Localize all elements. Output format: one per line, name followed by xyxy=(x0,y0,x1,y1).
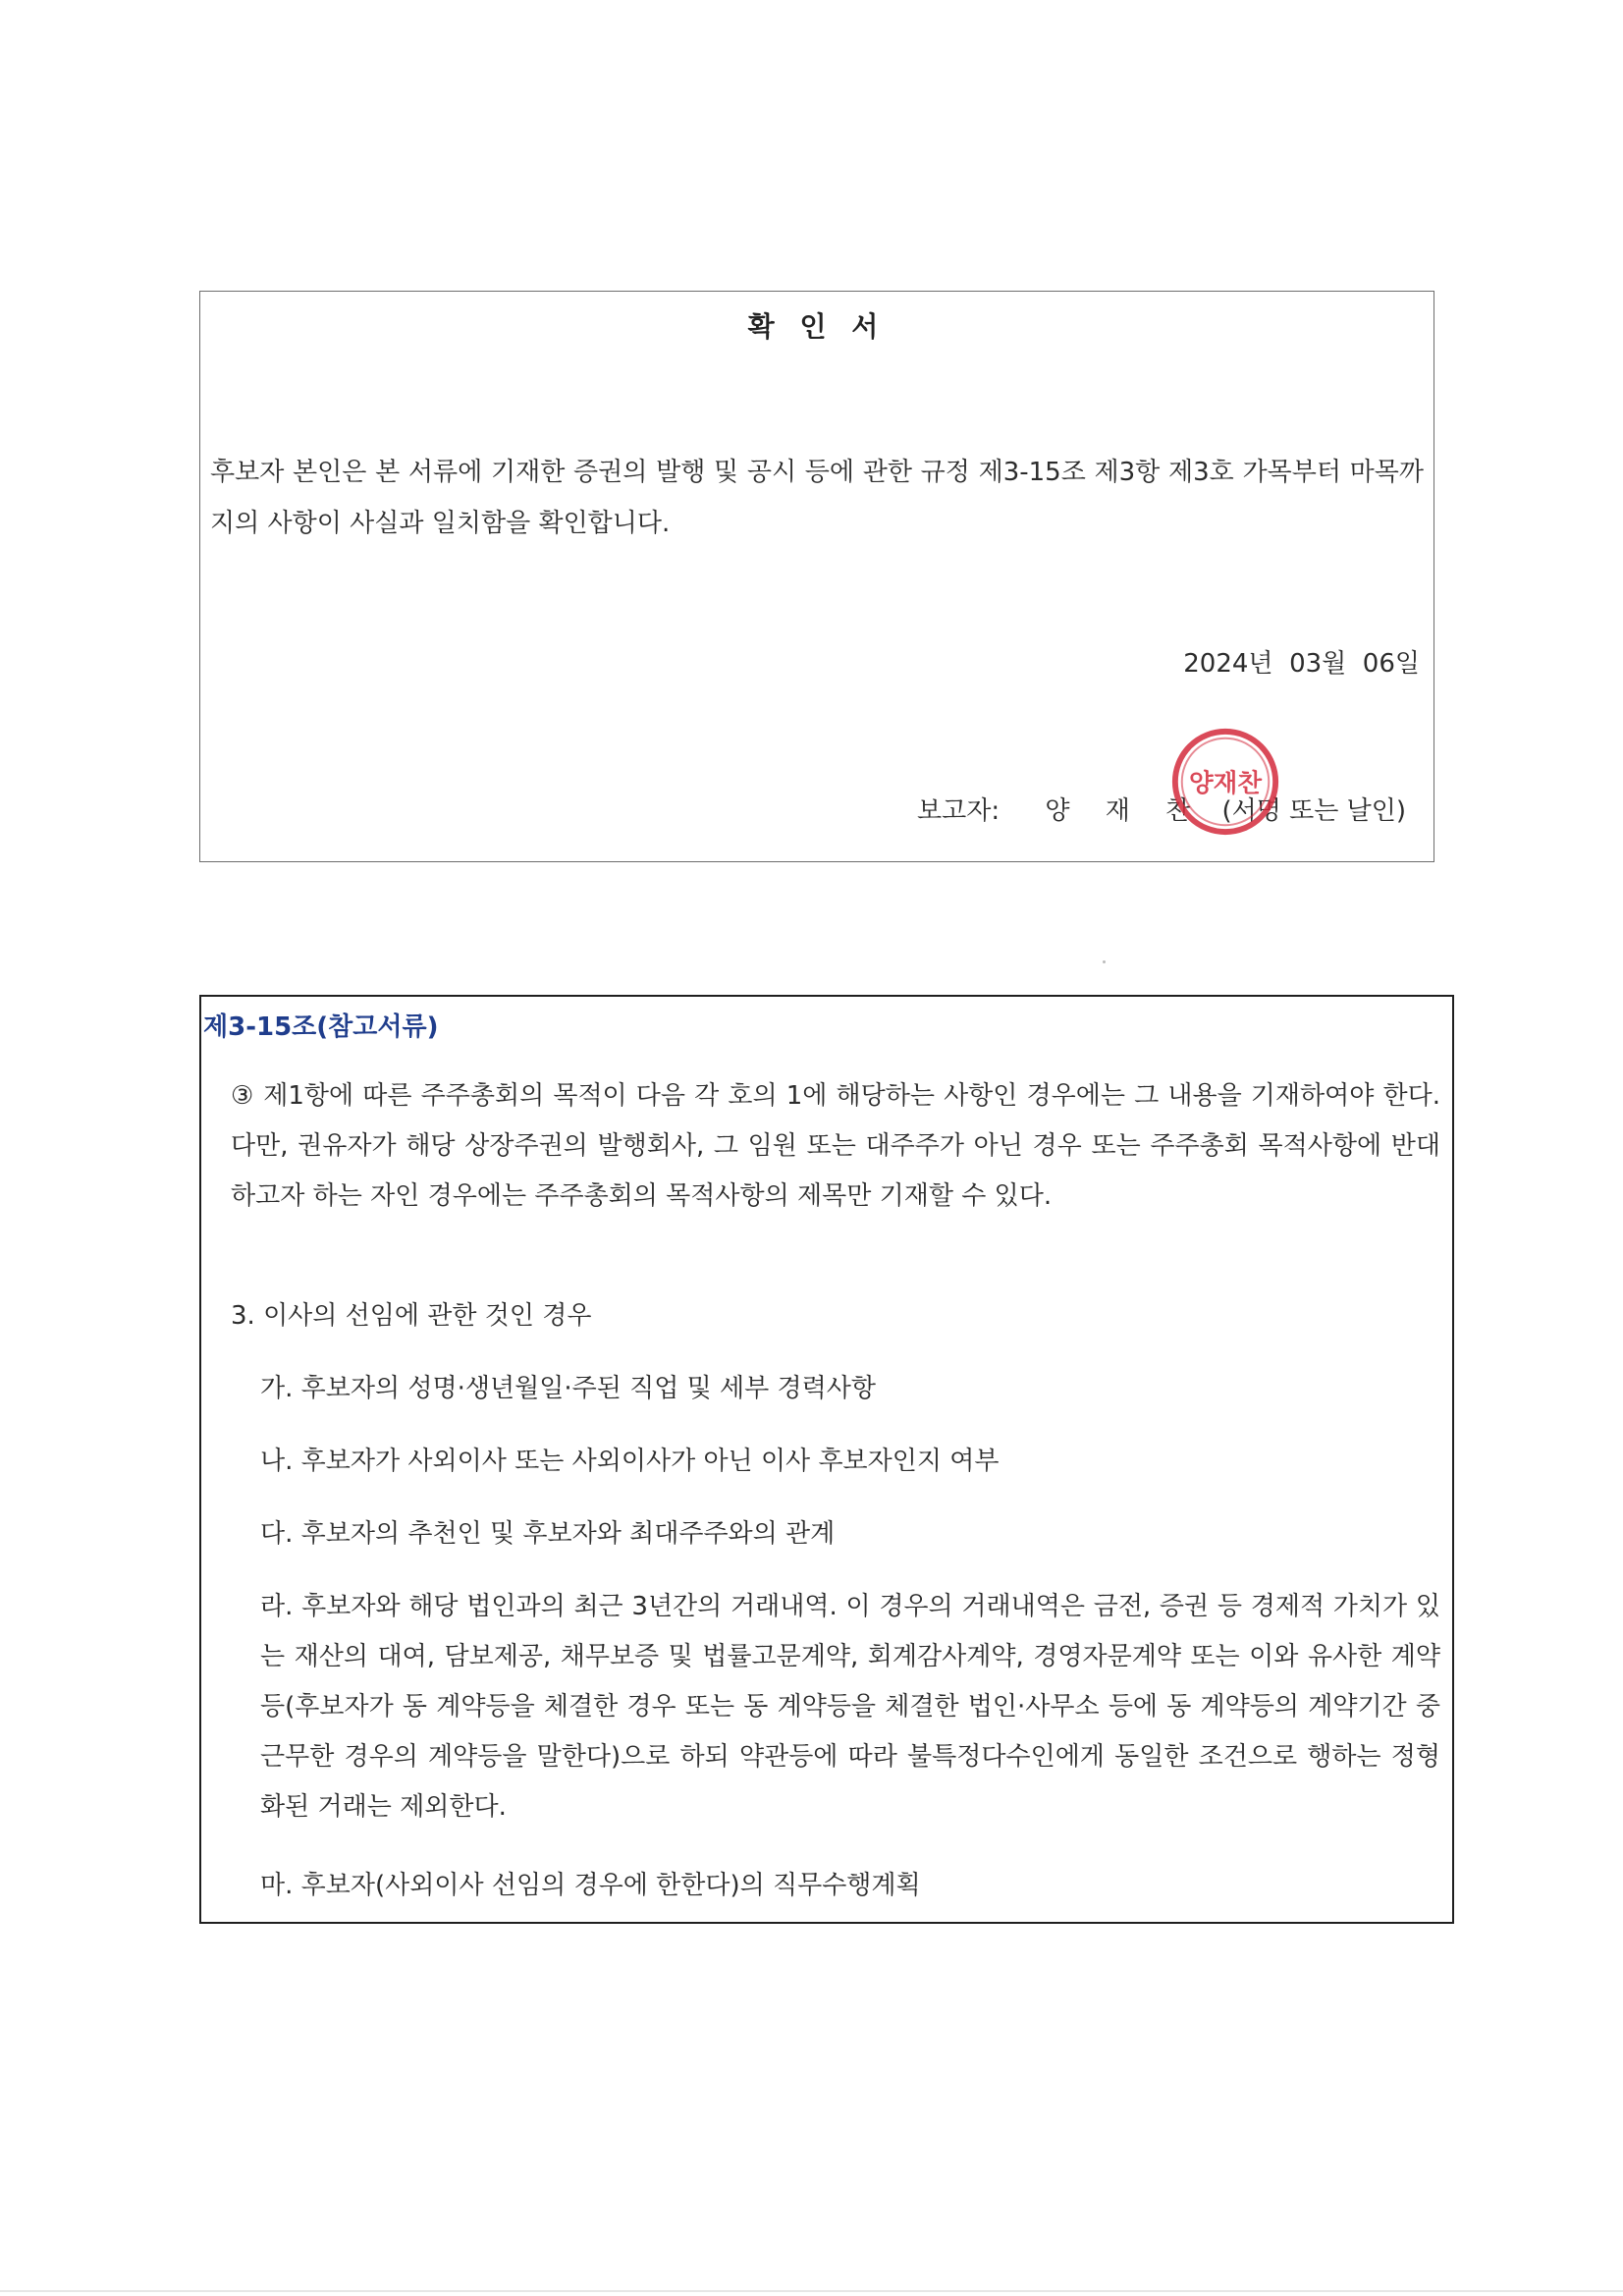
reporter-name: 양 재 찬 xyxy=(1045,796,1205,826)
sub-item-ga: 가. 후보자의 성명·생년월일·주된 직업 및 세부 경력사항 xyxy=(260,1374,876,1403)
reference-heading: 제3-15조(참고서류) xyxy=(203,1012,439,1042)
red-seal-stamp xyxy=(1167,724,1283,840)
reference-paragraph-3: ③ 제1항에 따른 주주총회의 목적이 다음 각 호의 1에 해당하는 사항인 경우에는 그 내용을 기재하여야 한다. 다만, 권유자가 해당 상장주권의 발행회사, 그 임원 또는 대주주가 아닌 경우 또는 주주총회 목적사항에 반대하고자 하는 자인 경우에는 주주총회의 목적사항의 제목만 기재할 수 있다. xyxy=(231,1081,1440,1211)
sub-item-ma: 마. 후보자(사외이사 선임의 경우에 한한다)의 직무수행계획 xyxy=(260,1871,921,1900)
reporter-label: 보고자: xyxy=(917,796,1001,826)
scan-edge-line xyxy=(0,2290,1623,2292)
sub-item-ra: 라. 후보자와 해당 법인과의 최근 3년간의 거래내역. 이 경우의 거래내역은 금전, 증권 등 경제적 가치가 있는 재산의 대여, 담보제공, 채무보증 및 법률고문계약, 회계감사계약, 경영자문계약 또는 이와 유사한 계약등(후보자가 동 계약등을 체결한 경우 또는 동 계약등을 체결한 법인·사무소 등에 동 계약등의 계약기간 중 근무한 경우의 계약등을 말한다)으로 하되 약관등에 따라 불특정다수인에게 동일한 조건으로 행하는 정형화된 거래는 제외한다. xyxy=(260,1592,1440,1822)
reporter-line xyxy=(917,791,1406,827)
confirmation-box xyxy=(199,291,1434,862)
confirmation-statement: 후보자 본인은 본 서류에 기재한 증권의 발행 및 공시 등에 관한 규정 제3-15조 제3항 제3호 가목부터 마목까지의 사항이 사실과 일치함을 확인합니다. xyxy=(210,458,1424,538)
reference-box xyxy=(199,995,1454,1924)
confirmation-title: 확 인 서 xyxy=(747,310,887,343)
confirmation-date: 2024년 03월 06일 xyxy=(1183,649,1420,679)
sub-item-na: 나. 후보자가 사외이사 또는 사외이사가 아닌 이사 후보자인지 여부 xyxy=(260,1447,1000,1476)
scan-speck xyxy=(1103,960,1106,963)
signature-note: (서명 또는 날인) xyxy=(1221,796,1407,826)
sub-item-da: 다. 후보자의 추천인 및 후보자와 최대주주와의 관계 xyxy=(260,1519,836,1549)
svg-text:양재찬: 양재찬 xyxy=(1188,768,1263,798)
reference-item-3: 3. 이사의 선임에 관한 것인 경우 xyxy=(231,1301,592,1331)
